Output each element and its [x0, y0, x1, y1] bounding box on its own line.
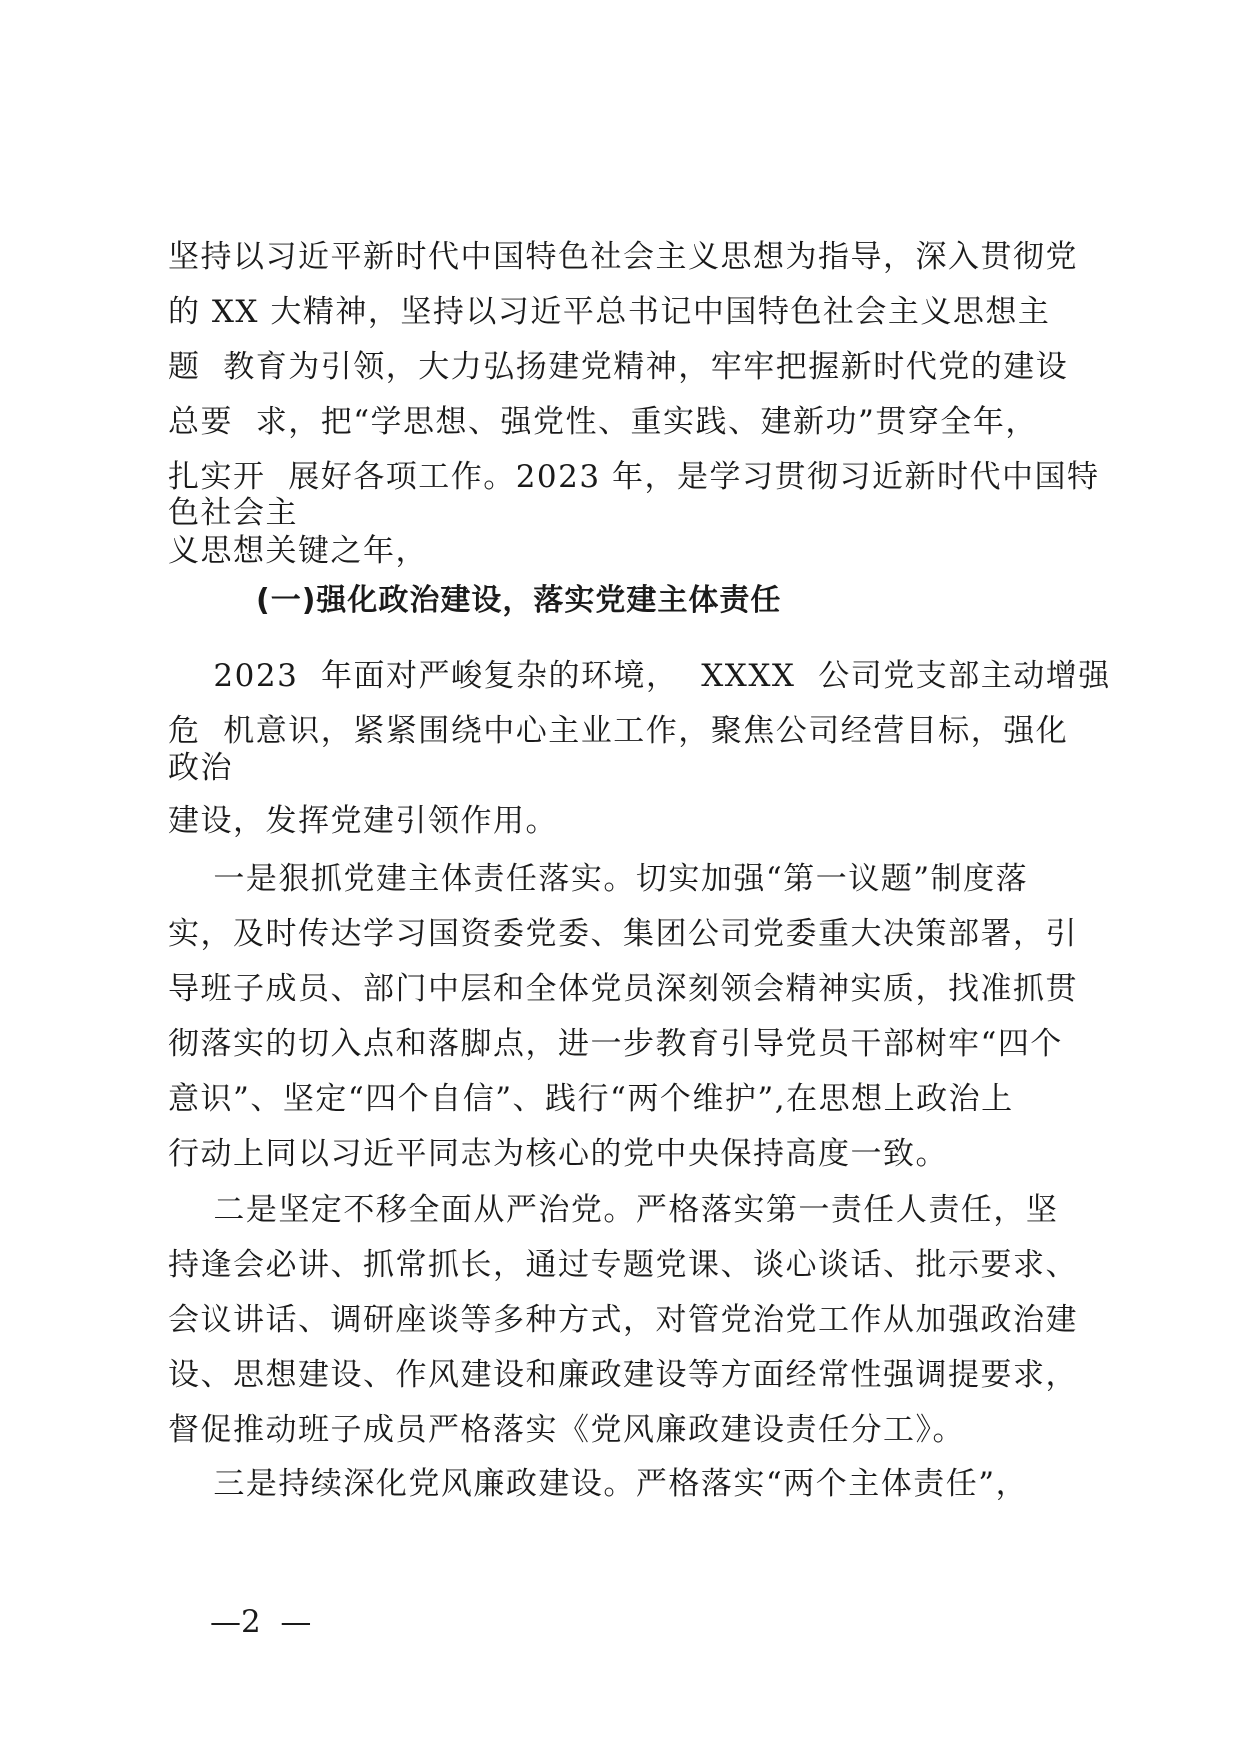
para2-line-2: 实，及时传达学习国资委党委、集团公司党委重大决策部署，引 — [168, 916, 1078, 952]
para3-line-5: 督促推动班子成员严格落实《党风廉政建设责任分工》。 — [168, 1412, 965, 1448]
intro-line-1: 坚持以习近平新时代中国特色社会主义思想为指导，深入贯彻党 — [168, 239, 1078, 275]
section-heading: (一)强化政治建设，落实党建主体责任 — [256, 583, 782, 618]
para2-line-5: 意识”、坚定“四个自信”、践行“两个维护”,在思想上政治上 — [168, 1081, 1014, 1117]
para3-line-4: 设、思想建设、作风建设和廉政建设等方面经常性强调提要求， — [168, 1357, 1078, 1393]
para2-line-3: 导班子成员、部门中层和全体党员深刻领会精神实质，找准抓贯 — [168, 971, 1078, 1007]
intro-line-3: 题 教育为引领，大力弘扬建党精神，牢牢把握新时代党的建设 — [168, 349, 1069, 385]
intro-line-5: 扎实开 展好各项工作。2023 年，是学习贯彻习近新时代中国特 — [168, 459, 1100, 495]
para1-line-2: 危 机意识，紧紧围绕中心主业工作，聚焦公司经营目标，强化 — [168, 713, 1069, 749]
para4-line-1: 三是持续深化党风廉政建设。严格落实“两个主体责任”， — [168, 1466, 1029, 1502]
intro-line-4: 总要 求，把“学思想、强党性、重实践、建新功”贯穿全年， — [168, 404, 1038, 440]
intro-line-2: 的 XX 大精神，坚持以习近平总书记中国特色社会主义思想主 — [168, 294, 1051, 330]
para2-line-4: 彻落实的切入点和落脚点，进一步教育引导党员干部树牢“四个 — [168, 1026, 1063, 1062]
para1-line-3: 政治 — [168, 750, 233, 786]
para3-line-2: 持逢会必讲、抓常抓长，通过专题党课、谈心谈话、批示要求、 — [168, 1247, 1078, 1283]
para2-line-1: 一是狠抓党建主体责任落实。切实加强“第一议题”制度落 — [168, 861, 1029, 897]
para1-line-4: 建设，发挥党建引领作用。 — [168, 803, 558, 839]
para2-line-6: 行动上同以习近平同志为核心的党中央保持高度一致。 — [168, 1136, 948, 1172]
intro-line-6: 色社会主 — [168, 495, 298, 531]
para1-line-1: 2023 年面对严峻复杂的环境， XXXX 公司党支部主动增强 — [168, 658, 1111, 694]
intro-line-7: 义思想关键之年， — [168, 533, 428, 569]
para3-line-3: 会议讲话、调研座谈等多种方式，对管党治党工作从加强政治建 — [168, 1302, 1078, 1338]
para3-line-1: 二是坚定不移全面从严治党。严格落实第一责任人责任，坚 — [168, 1192, 1059, 1228]
page-number: —2 — — [210, 1604, 312, 1640]
